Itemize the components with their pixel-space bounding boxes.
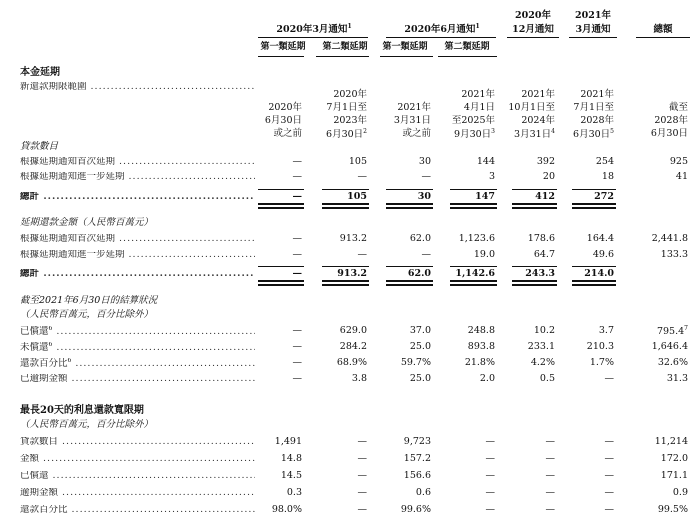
grace-repaid-value: — bbox=[485, 470, 495, 481]
settlement-outstanding-value: — bbox=[292, 341, 302, 352]
settlement-repayment-percentage-label: 還款百分比$^6$ ..... bbox=[20, 358, 255, 369]
total-double-rule bbox=[512, 280, 557, 282]
grace-repayment-percentage-value: — bbox=[545, 504, 555, 515]
header-first-extension: 第一類延期 bbox=[382, 42, 428, 52]
amount-total-value: 1,142.6 bbox=[455, 268, 495, 279]
range-cell: 6月30日 bbox=[650, 128, 688, 139]
header-underline bbox=[258, 37, 368, 38]
total-double-rule bbox=[450, 284, 497, 286]
range-cell: 2024年 bbox=[521, 115, 555, 126]
settlement-overdue-label: 已逾期金額 ..... bbox=[20, 374, 255, 384]
range-cell: 2023年 bbox=[333, 115, 367, 126]
amount-total-value: 243.3 bbox=[525, 268, 555, 279]
header-underline bbox=[507, 37, 559, 38]
footnote-marker: 6 bbox=[67, 358, 72, 364]
range-cell: 9月30日$^3$ bbox=[454, 128, 495, 141]
grace-repaid-value: — bbox=[545, 470, 555, 481]
settlement-overdue-value: — bbox=[292, 373, 302, 384]
loans-first-extension-value: 925 bbox=[669, 156, 688, 167]
range-cell: 6月30日$^2$ bbox=[326, 128, 367, 141]
amount-further-extension-value: 64.7 bbox=[533, 249, 555, 260]
header-2020-december: 12月通知 bbox=[512, 24, 554, 35]
range-cell: 或之前 bbox=[273, 128, 302, 139]
total-top-rule bbox=[450, 266, 497, 267]
total-double-rule bbox=[386, 207, 433, 209]
footnote-marker: 2 bbox=[363, 128, 367, 135]
loans-first-extension-value: 105 bbox=[348, 156, 367, 167]
settlement-outstanding-value: 284.2 bbox=[339, 341, 367, 352]
total-double-rule bbox=[258, 203, 304, 205]
total-double-rule bbox=[572, 280, 616, 282]
grace-amount-value: — bbox=[357, 453, 367, 464]
loans-first-extension-value: — bbox=[292, 156, 302, 167]
settlement-overdue-value: 0.5 bbox=[539, 373, 555, 384]
loans-total-value: — bbox=[292, 191, 302, 202]
loans-further-extension-value: — bbox=[421, 171, 431, 182]
loans-total-value: 272 bbox=[594, 191, 614, 202]
grace-repaid-value: — bbox=[357, 470, 367, 481]
amount-first-extension-label: 根據延期通知首次延期 ..... bbox=[20, 234, 255, 244]
total-double-rule bbox=[450, 203, 497, 205]
footnote-marker: 6 bbox=[48, 326, 53, 332]
amount-further-extension-value: — bbox=[421, 249, 431, 260]
range-cell: 2020年 bbox=[268, 102, 302, 113]
amount-first-extension-value: 164.4 bbox=[586, 233, 614, 244]
grace-loan-count-value: 11,214 bbox=[654, 436, 688, 447]
grace-repayment-percentage-value: — bbox=[357, 504, 367, 515]
grace-loan-count-value: — bbox=[604, 436, 614, 447]
total-double-rule bbox=[258, 284, 304, 286]
grace-repayment-percentage-value: 99.5% bbox=[657, 504, 688, 515]
loans-total-value: 30 bbox=[417, 191, 431, 202]
total-top-rule bbox=[258, 189, 304, 190]
loans-first-extension-label: 根據延期通知首次延期 ..... bbox=[20, 157, 255, 167]
settlement-outstanding-value: 1,646.4 bbox=[651, 341, 688, 352]
grace-amount-value: 14.8 bbox=[280, 453, 302, 464]
loans-total-label: 總計 ..... bbox=[20, 192, 255, 202]
loans-further-extension-value: — bbox=[357, 171, 367, 182]
section-principal-extension: 本金延期 bbox=[20, 67, 60, 78]
grace-repayment-percentage-value: 98.0% bbox=[271, 504, 302, 515]
amount-further-extension-value: — bbox=[357, 249, 367, 260]
range-cell: 6月30日$^5$ bbox=[573, 128, 614, 141]
total-top-rule bbox=[572, 266, 616, 267]
loans-further-extension-label: 根據延期通知進一步延期 ..... bbox=[20, 172, 255, 182]
amount-further-extension-value: — bbox=[292, 249, 302, 260]
range-cell: 3月31日$^4$ bbox=[514, 128, 555, 141]
loans-total-value: 147 bbox=[475, 191, 495, 202]
settlement-repayment-percentage-value: 68.9% bbox=[336, 357, 367, 368]
range-cell: 2020年 bbox=[333, 89, 367, 100]
header-2020-march: 2020年3月通知$^1$ bbox=[276, 23, 352, 36]
loans-further-extension-value: 18 bbox=[601, 171, 614, 182]
settlement-repaid-value: 248.8 bbox=[467, 325, 495, 336]
section-extended-amount: 延期還款金額（人民幣百萬元） bbox=[20, 217, 154, 228]
grace-loan-count-value: — bbox=[357, 436, 367, 447]
settlement-repayment-percentage-value: 1.7% bbox=[589, 357, 614, 368]
section-interest-grace-period: 最長20天的利息還款寬限期 bbox=[20, 405, 144, 416]
amount-total-value: 913.2 bbox=[337, 268, 367, 279]
total-double-rule bbox=[512, 284, 557, 286]
grace-amount-value: — bbox=[485, 453, 495, 464]
settlement-outstanding-value: 233.1 bbox=[527, 341, 555, 352]
total-top-rule bbox=[386, 189, 433, 190]
grace-repaid-label: 已償還 ..... bbox=[20, 471, 255, 481]
section-loans-count: 貸款數目 bbox=[20, 141, 59, 152]
loans-further-extension-value: 3 bbox=[488, 171, 495, 182]
range-cell: 4月1日 bbox=[463, 102, 495, 113]
settlement-outstanding-label: 未償還$^6$ ..... bbox=[20, 342, 255, 353]
header-underline bbox=[380, 56, 433, 57]
range-cell: 3月31日 bbox=[393, 115, 431, 126]
settlement-repaid-value: 10.2 bbox=[533, 325, 555, 336]
settlement-repaid-value: 37.0 bbox=[409, 325, 431, 336]
total-double-rule bbox=[512, 207, 557, 209]
grace-repaid-value: — bbox=[604, 470, 614, 481]
range-cell: 7月1日至 bbox=[573, 102, 614, 113]
grace-amount-value: — bbox=[604, 453, 614, 464]
grace-repayment-percentage-value: — bbox=[604, 504, 614, 515]
range-cell: 2021年 bbox=[521, 89, 555, 100]
amount-first-extension-value: 913.2 bbox=[339, 233, 367, 244]
amount-first-extension-value: 2,441.8 bbox=[651, 233, 688, 244]
grace-overdue-value: — bbox=[485, 487, 495, 498]
total-double-rule bbox=[258, 280, 304, 282]
header-2020-december: 2020年 bbox=[515, 10, 551, 21]
grace-overdue-value: 0.3 bbox=[286, 487, 302, 498]
total-top-rule bbox=[450, 189, 497, 190]
settlement-repaid-value: — bbox=[292, 325, 302, 336]
loans-first-extension-value: 30 bbox=[418, 156, 431, 167]
settlement-overdue-value: 31.3 bbox=[666, 373, 688, 384]
range-label: 新還款期限範圍 ..... bbox=[20, 82, 255, 92]
loans-first-extension-value: 144 bbox=[476, 156, 495, 167]
header-total: 總額 bbox=[653, 24, 673, 35]
footnote-marker: 5 bbox=[610, 128, 614, 135]
amount-total-value: 62.0 bbox=[407, 268, 431, 279]
header-underline bbox=[258, 56, 304, 57]
settlement-repayment-percentage-value: 59.7% bbox=[400, 357, 431, 368]
total-double-rule bbox=[386, 284, 433, 286]
total-top-rule bbox=[322, 189, 369, 190]
total-double-rule bbox=[450, 207, 497, 209]
range-cell: 2028年 bbox=[580, 115, 614, 126]
grace-amount-value: 172.0 bbox=[660, 453, 688, 464]
amount-further-extension-value: 19.0 bbox=[473, 249, 495, 260]
grace-overdue-value: 0.9 bbox=[672, 487, 688, 498]
header-underline bbox=[636, 37, 690, 38]
total-top-rule bbox=[322, 266, 369, 267]
total-double-rule bbox=[322, 284, 369, 286]
range-cell: 至2025年 bbox=[451, 115, 495, 126]
amount-further-extension-value: 49.6 bbox=[592, 249, 614, 260]
settlement-repaid-value: 3.7 bbox=[598, 325, 614, 336]
total-double-rule bbox=[450, 280, 497, 282]
total-top-rule bbox=[386, 266, 433, 267]
header-underline bbox=[438, 56, 497, 57]
header-2020-june: 2020年6月通知$^1$ bbox=[404, 23, 480, 36]
loans-total-value: 412 bbox=[535, 191, 555, 202]
settlement-overdue-value: 3.8 bbox=[351, 373, 367, 384]
settlement-repaid-label: 已償還$^6$ ..... bbox=[20, 326, 255, 337]
total-double-rule bbox=[322, 280, 369, 282]
grace-overdue-value: — bbox=[604, 487, 614, 498]
settlement-repayment-percentage-value: 21.8% bbox=[464, 357, 495, 368]
amount-first-extension-value: 62.0 bbox=[409, 233, 431, 244]
settlement-repayment-percentage-value: 4.2% bbox=[530, 357, 555, 368]
footnote-marker: 4 bbox=[551, 128, 555, 135]
grace-repaid-value: 156.6 bbox=[403, 470, 431, 481]
settlement-repayment-percentage-value: 32.6% bbox=[657, 357, 688, 368]
loans-first-extension-value: 392 bbox=[536, 156, 555, 167]
grace-overdue-label: 逾期金額 ..... bbox=[20, 488, 255, 498]
settlement-overdue-value: 25.0 bbox=[409, 373, 431, 384]
grace-repayment-percentage-value: 99.6% bbox=[400, 504, 431, 515]
loans-first-extension-value: 254 bbox=[595, 156, 614, 167]
header-underline bbox=[386, 37, 496, 38]
amount-first-extension-value: — bbox=[292, 233, 302, 244]
amount-further-extension-value: 133.3 bbox=[660, 249, 688, 260]
range-cell: 6月30日 bbox=[264, 115, 302, 126]
grace-amount-value: 157.2 bbox=[403, 453, 431, 464]
total-top-rule bbox=[572, 189, 616, 190]
header-second-extension: 第二類延期 bbox=[444, 42, 490, 52]
header-2021-march: 2021年 bbox=[575, 10, 611, 21]
settlement-outstanding-value: 25.0 bbox=[409, 341, 431, 352]
amount-first-extension-value: 178.6 bbox=[527, 233, 555, 244]
amount-further-extension-label: 根據延期通知進一步延期 ..... bbox=[20, 250, 255, 260]
footnote-marker: 1 bbox=[347, 23, 352, 30]
loans-further-extension-value: 20 bbox=[542, 171, 555, 182]
total-double-rule bbox=[386, 280, 433, 282]
range-cell: 7月1日至 bbox=[326, 102, 367, 113]
range-cell: 2021年 bbox=[461, 89, 495, 100]
footnote-marker: 3 bbox=[491, 128, 495, 135]
total-double-rule bbox=[258, 207, 304, 209]
header-underline bbox=[569, 37, 617, 38]
range-cell: 10月1日至 bbox=[508, 102, 555, 113]
amount-total-value: — bbox=[292, 268, 302, 279]
range-cell: 或之前 bbox=[402, 128, 431, 139]
settlement-unit-note: （人民幣百萬元，百分比除外） bbox=[20, 309, 154, 320]
total-double-rule bbox=[572, 284, 616, 286]
header-2021-march: 3月通知 bbox=[575, 24, 611, 35]
settlement-repaid-value: 629.0 bbox=[339, 325, 367, 336]
grace-loan-count-value: — bbox=[545, 436, 555, 447]
header-first-extension: 第一類延期 bbox=[260, 42, 306, 52]
grace-loan-count-label: 貸款數目 ..... bbox=[20, 437, 255, 447]
total-double-rule bbox=[322, 203, 369, 205]
total-top-rule bbox=[258, 266, 304, 267]
settlement-outstanding-value: 893.8 bbox=[467, 341, 495, 352]
grace-repaid-value: 171.1 bbox=[660, 470, 688, 481]
total-double-rule bbox=[386, 203, 433, 205]
amount-total-label: 總計 ..... bbox=[20, 269, 255, 279]
loans-further-extension-value: — bbox=[292, 171, 302, 182]
grace-unit-note: （人民幣百萬元，百分比除外） bbox=[20, 419, 154, 430]
amount-total-value: 214.0 bbox=[584, 268, 614, 279]
settlement-overdue-value: 2.0 bbox=[479, 373, 495, 384]
grace-amount-value: — bbox=[545, 453, 555, 464]
grace-overdue-value: — bbox=[545, 487, 555, 498]
header-second-extension: 第二類延期 bbox=[322, 42, 368, 52]
loans-total-value: 105 bbox=[347, 191, 367, 202]
footnote-marker: 7 bbox=[684, 325, 688, 332]
grace-overdue-value: — bbox=[357, 487, 367, 498]
settlement-repayment-percentage-value: — bbox=[292, 357, 302, 368]
amount-first-extension-value: 1,123.6 bbox=[458, 233, 495, 244]
grace-repayment-percentage-label: 還款百分比 ..... bbox=[20, 505, 255, 515]
settlement-outstanding-value: 210.3 bbox=[586, 341, 614, 352]
grace-loan-count-value: 9,723 bbox=[403, 436, 431, 447]
loans-further-extension-value: 41 bbox=[675, 171, 688, 182]
total-double-rule bbox=[572, 203, 616, 205]
grace-amount-label: 金額 ..... bbox=[20, 454, 255, 464]
footnote-marker: 6 bbox=[48, 342, 53, 348]
section-settlement-status: 截至2021年6月30日的結算狀況 bbox=[20, 295, 158, 306]
total-double-rule bbox=[572, 207, 616, 209]
grace-repaid-value: 14.5 bbox=[280, 470, 302, 481]
grace-loan-count-value: — bbox=[485, 436, 495, 447]
grace-repayment-percentage-value: — bbox=[485, 504, 495, 515]
header-underline bbox=[316, 56, 369, 57]
footnote-marker: 1 bbox=[475, 23, 480, 30]
total-double-rule bbox=[512, 203, 557, 205]
grace-loan-count-value: 1,491 bbox=[274, 436, 302, 447]
range-cell: 2028年 bbox=[654, 115, 688, 126]
range-cell: 2021年 bbox=[397, 102, 431, 113]
settlement-repaid-value: 795.4$^7$ bbox=[656, 325, 688, 338]
grace-overdue-value: 0.6 bbox=[415, 487, 431, 498]
total-top-rule bbox=[512, 189, 557, 190]
total-double-rule bbox=[322, 207, 369, 209]
range-cell: 2021年 bbox=[580, 89, 614, 100]
settlement-overdue-value: — bbox=[604, 373, 614, 384]
range-cell: 截至 bbox=[668, 102, 688, 113]
total-top-rule bbox=[512, 266, 557, 267]
